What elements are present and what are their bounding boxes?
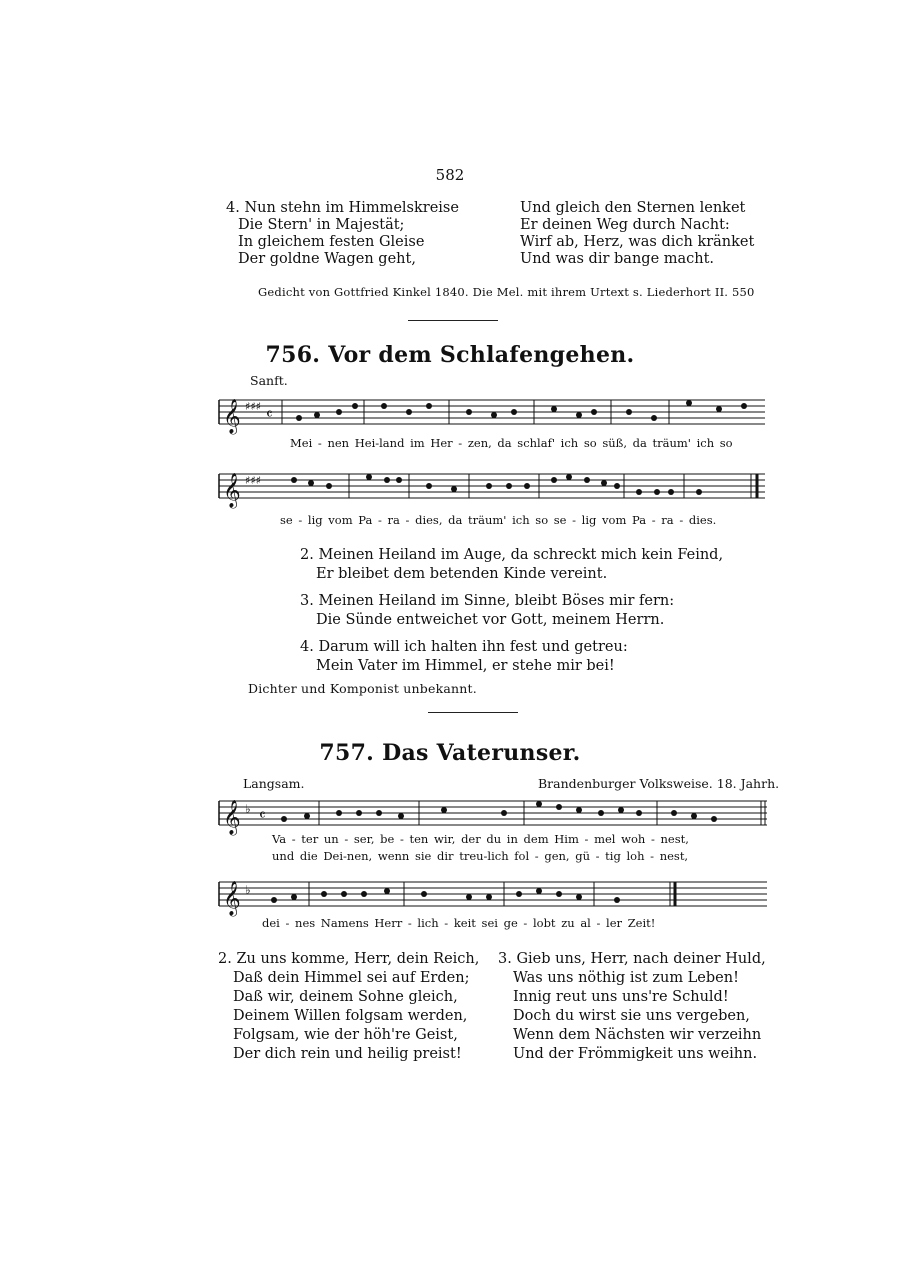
svg-text:♭: ♭ <box>245 883 251 897</box>
verse-line: 4. Nun stehn im Himmelskreise <box>226 200 459 216</box>
verse-line: Die Stern' in Majestät; <box>238 217 405 233</box>
page-number: 582 <box>435 166 465 184</box>
svg-text:♯♯♯: ♯♯♯ <box>245 474 261 487</box>
verse-line: Mein Vater im Himmel, er stehe mir bei! <box>316 658 615 674</box>
verse-line: In gleichem festen Gleise <box>238 234 425 250</box>
verse-line: Und der Frömmigkeit uns weihn. <box>513 1046 758 1062</box>
tempo-marking: Sanft. <box>250 373 288 388</box>
verse-line: Der dich rein und heilig preist! <box>233 1046 462 1062</box>
verse-line: Die Sünde entweichet vor Gott, meinem Herrn. <box>316 612 665 628</box>
tempo-marking: Langsam. <box>243 776 305 791</box>
verse-line: Deinem Willen folgsam werden, <box>233 1008 468 1024</box>
verse-line: Wirf ab, Herz, was dich kränket <box>520 234 755 250</box>
svg-text:𝄴: 𝄴 <box>259 806 266 824</box>
prev-verse-left <box>226 200 459 268</box>
music-staff <box>219 392 765 437</box>
prev-verse-right <box>520 200 754 268</box>
prev-song-credit: Gedicht von Gottfried Kinkel 1840. Die Mel. mit ihrem Urtext s. Liederhort II. 550 <box>258 285 755 299</box>
verse-line: Was uns nöthig ist zum Leben! <box>513 970 739 986</box>
lyrics-line: und die Dei-nen, wenn sie dir treu-lich fol - gen, gü - tig loh - nest, <box>272 849 689 863</box>
song-756-verses <box>300 546 723 676</box>
verse-line: Folgsam, wie der höh're Geist, <box>233 1027 458 1043</box>
svg-text:𝄞: 𝄞 <box>223 800 241 835</box>
song-title-756: 756. Vor dem Schlafengehen. <box>265 342 635 368</box>
music-staff <box>219 466 765 511</box>
verse-line: 2. Meinen Heiland im Auge, da schreckt mich kein Feind, <box>300 547 724 563</box>
lyrics-line: Va - ter un - ser, be - ten wir, der du in dem Him - mel woh - nest, <box>272 832 689 846</box>
lyrics-line: dei - nes Namens Herr - lich - keit sei ge - lobt zu al - ler Zeit! <box>262 916 656 930</box>
divider <box>428 712 518 713</box>
svg-text:𝄴: 𝄴 <box>266 405 273 423</box>
lyrics-line: se - lig vom Pa - ra - dies, da träum' ich so se - lig vom Pa - ra - dies. <box>280 513 717 527</box>
verse-line: 3. Meinen Heiland im Sinne, bleibt Böses mir fern: <box>300 593 675 609</box>
verse-line: Er deinen Weg durch Nacht: <box>520 217 730 233</box>
divider <box>408 320 498 321</box>
music-staff <box>219 874 767 919</box>
verse-line: 4. Darum will ich halten ihn fest und getreu: <box>300 639 628 655</box>
song-756-credit: Dichter und Komponist unbekannt. <box>248 681 477 696</box>
verse-line: 2. Zu uns komme, Herr, dein Reich, <box>218 951 480 967</box>
song-757-verse-left <box>218 950 479 1064</box>
verse-line: Daß dein Himmel sei auf Erden; <box>233 970 470 986</box>
melody-source: Brandenburger Volksweise. 18. Jahrh. <box>538 776 780 791</box>
verse-line: Der goldne Wagen geht, <box>238 251 416 267</box>
svg-text:𝄞: 𝄞 <box>223 881 241 916</box>
verse-line: Er bleibet dem betenden Kinde vereint. <box>316 566 608 582</box>
svg-text:𝄞: 𝄞 <box>223 473 241 508</box>
verse-line: Und gleich den Sternen lenket <box>520 200 746 216</box>
song-757-verse-right <box>498 950 766 1064</box>
verse-line: Daß wir, deinem Sohne gleich, <box>233 989 458 1005</box>
verse-line: Und was dir bange macht. <box>520 251 715 267</box>
verse-line: Doch du wirst sie uns vergeben, <box>513 1008 750 1024</box>
svg-text:♯♯♯: ♯♯♯ <box>245 400 261 413</box>
verse-line: 3. Gieb uns, Herr, nach deiner Huld, <box>498 951 766 967</box>
verse-line: Wenn dem Nächsten wir verzeihn <box>513 1027 762 1043</box>
svg-text:♭: ♭ <box>245 802 251 816</box>
lyrics-line: Mei - nen Hei-land im Her - zen, da schlaf' ich so süß, da träum' ich so <box>290 436 733 450</box>
svg-text:𝄞: 𝄞 <box>223 399 241 434</box>
verse-line: Innig reut uns uns're Schuld! <box>513 989 729 1005</box>
song-title-757: 757. Das Vaterunser. <box>319 740 581 766</box>
